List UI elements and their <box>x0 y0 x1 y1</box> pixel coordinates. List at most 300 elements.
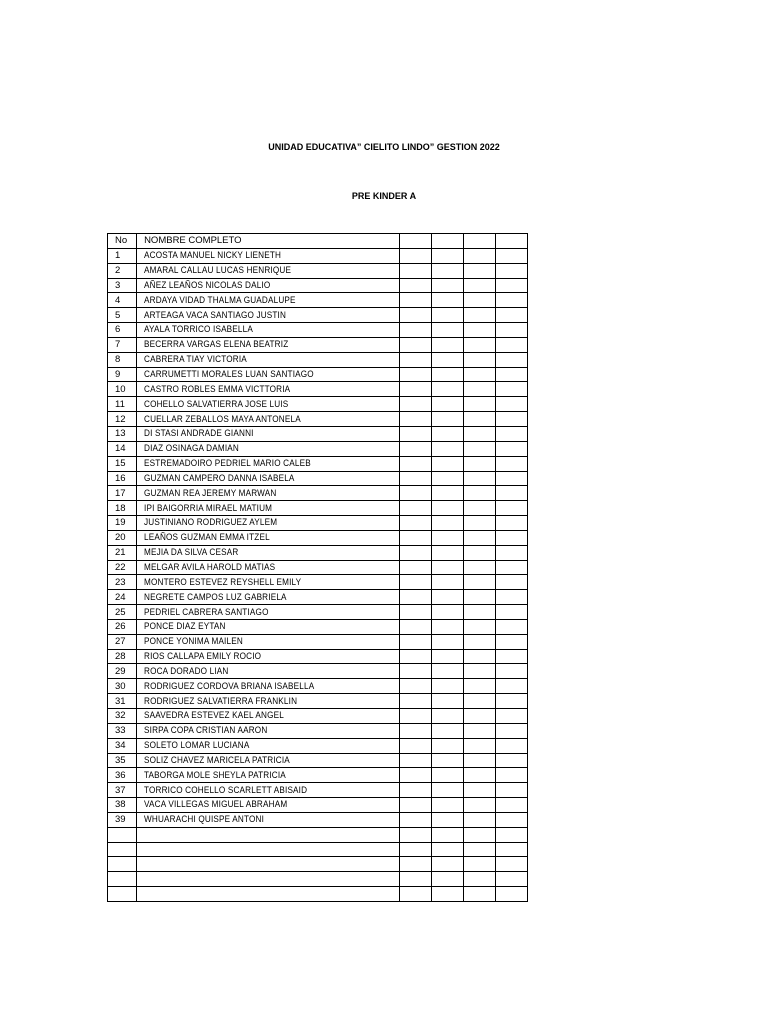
blank-cell <box>431 530 463 545</box>
blank-cell <box>495 471 527 486</box>
student-number: 24 <box>108 590 137 605</box>
blank-cell <box>431 619 463 634</box>
blank-cell <box>463 323 495 338</box>
blank-cell <box>495 441 527 456</box>
table-row <box>108 248 528 263</box>
student-name: DIAZ OSINAGA DAMIAN <box>144 443 240 455</box>
student-number: 30 <box>108 679 137 694</box>
table-row <box>108 412 528 427</box>
student-name: MELGAR AVILA HAROLD MATIAS <box>144 561 276 573</box>
table-row <box>108 426 528 441</box>
blank-cell <box>431 501 463 516</box>
blank-cell <box>495 575 527 590</box>
blank-cell <box>495 486 527 501</box>
blank-cell <box>495 812 527 827</box>
table-row <box>108 827 528 842</box>
blank-cell <box>431 545 463 560</box>
blank-cell <box>495 516 527 531</box>
student-name: GUZMAN CAMPERO DANNA ISABELA <box>144 472 295 484</box>
blank-cell <box>431 709 463 724</box>
blank-cell <box>463 486 495 501</box>
student-name-cell <box>137 798 400 813</box>
blank-cell <box>431 441 463 456</box>
blank-cell <box>495 619 527 634</box>
student-roster-table <box>107 233 528 902</box>
blank-cell <box>431 842 463 857</box>
blank-cell <box>463 530 495 545</box>
blank-cell <box>431 308 463 323</box>
student-name-cell <box>137 323 400 338</box>
table-row <box>108 842 528 857</box>
blank-cell <box>495 337 527 352</box>
blank-cell <box>463 619 495 634</box>
student-name-cell <box>137 842 400 857</box>
blank-cell <box>495 694 527 709</box>
table-row <box>108 530 528 545</box>
table-row <box>108 352 528 367</box>
student-number: 33 <box>108 723 137 738</box>
blank-cell <box>431 486 463 501</box>
blank-cell <box>399 337 431 352</box>
table-row <box>108 872 528 887</box>
blank-cell <box>431 397 463 412</box>
student-name-cell <box>137 412 400 427</box>
blank-cell <box>463 798 495 813</box>
blank-cell <box>495 248 527 263</box>
table-row <box>108 441 528 456</box>
student-number: 35 <box>108 753 137 768</box>
blank-cell <box>463 248 495 263</box>
student-name-cell <box>137 471 400 486</box>
student-number: 11 <box>108 397 137 412</box>
student-name: SAAVEDRA ESTEVEZ KAEL ANGEL <box>144 710 285 722</box>
student-name-cell <box>137 768 400 783</box>
student-number <box>108 857 137 872</box>
table-row <box>108 501 528 516</box>
student-number <box>108 872 137 887</box>
table-row <box>108 575 528 590</box>
blank-cell <box>431 412 463 427</box>
blank-cell <box>399 456 431 471</box>
blank-cell <box>399 664 431 679</box>
blank-cell <box>495 545 527 560</box>
student-name: ACOSTA MANUEL NICKY LIENETH <box>144 250 282 262</box>
student-name: WHUARACHI QUISPE ANTONI <box>144 814 265 826</box>
blank-cell <box>463 857 495 872</box>
student-name-cell <box>137 530 400 545</box>
blank-cell <box>495 605 527 620</box>
column-header-number: No <box>108 234 137 249</box>
blank-cell <box>399 516 431 531</box>
student-number: 15 <box>108 456 137 471</box>
student-number: 4 <box>108 293 137 308</box>
blank-cell <box>399 842 431 857</box>
student-name: ARTEAGA VACA SANTIAGO JUSTIN <box>144 309 287 321</box>
blank-cell <box>399 560 431 575</box>
blank-cell <box>399 605 431 620</box>
student-name-cell <box>137 857 400 872</box>
blank-cell <box>495 590 527 605</box>
student-number: 21 <box>108 545 137 560</box>
student-number: 9 <box>108 367 137 382</box>
blank-cell <box>463 397 495 412</box>
blank-cell <box>463 382 495 397</box>
student-name: RODRIGUEZ CORDOVA BRIANA ISABELLA <box>144 680 315 692</box>
table-row <box>108 471 528 486</box>
blank-cell <box>399 248 431 263</box>
student-number <box>108 842 137 857</box>
student-name-cell <box>137 397 400 412</box>
student-name: ROCA DORADO LIAN <box>144 665 229 677</box>
student-number: 29 <box>108 664 137 679</box>
student-name-cell <box>137 649 400 664</box>
blank-cell <box>463 337 495 352</box>
student-number: 28 <box>108 649 137 664</box>
student-name: PONCE YONIMA MAILEN <box>144 636 243 648</box>
blank-cell <box>399 352 431 367</box>
blank-cell <box>495 723 527 738</box>
student-number: 6 <box>108 323 137 338</box>
blank-cell <box>431 248 463 263</box>
blank-cell <box>463 842 495 857</box>
blank-cell <box>431 278 463 293</box>
student-name: CARRUMETTI MORALES LUAN SANTIAGO <box>144 369 314 381</box>
blank-cell <box>495 827 527 842</box>
blank-cell <box>399 709 431 724</box>
student-name-cell <box>137 337 400 352</box>
blank-cell <box>399 694 431 709</box>
student-name: SOLETO LOMAR LUCIANA <box>144 740 250 752</box>
student-name-cell <box>137 293 400 308</box>
student-number: 38 <box>108 798 137 813</box>
blank-cell <box>495 278 527 293</box>
student-name-cell <box>137 590 400 605</box>
table-row <box>108 293 528 308</box>
blank-cell <box>463 649 495 664</box>
blank-cell <box>463 441 495 456</box>
student-number: 31 <box>108 694 137 709</box>
student-name: LEAÑOS GUZMAN EMMA ITZEL <box>144 532 270 544</box>
table-row <box>108 798 528 813</box>
blank-cell <box>495 367 527 382</box>
blank-cell <box>431 426 463 441</box>
table-row <box>108 308 528 323</box>
blank-cell <box>431 738 463 753</box>
student-number: 3 <box>108 278 137 293</box>
blank-cell <box>463 590 495 605</box>
blank-cell <box>431 812 463 827</box>
blank-cell <box>431 872 463 887</box>
blank-cell <box>495 456 527 471</box>
student-number: 14 <box>108 441 137 456</box>
student-number: 39 <box>108 812 137 827</box>
column-header-blank <box>463 234 495 249</box>
student-name: BECERRA VARGAS ELENA BEATRIZ <box>144 339 289 351</box>
blank-cell <box>399 278 431 293</box>
student-number: 25 <box>108 605 137 620</box>
student-number: 34 <box>108 738 137 753</box>
table-row <box>108 679 528 694</box>
blank-cell <box>463 827 495 842</box>
blank-cell <box>463 308 495 323</box>
blank-cell <box>399 501 431 516</box>
student-name-cell <box>137 783 400 798</box>
blank-cell <box>431 679 463 694</box>
class-title: PRE KINDER A <box>351 191 417 201</box>
blank-cell <box>431 471 463 486</box>
blank-cell <box>495 501 527 516</box>
student-name: AYALA TORRICO ISABELLA <box>144 324 254 336</box>
table-row <box>108 278 528 293</box>
student-name-cell <box>137 634 400 649</box>
blank-cell <box>495 783 527 798</box>
blank-cell <box>463 293 495 308</box>
blank-cell <box>399 412 431 427</box>
blank-cell <box>495 560 527 575</box>
blank-cell <box>431 798 463 813</box>
student-name-cell <box>137 575 400 590</box>
blank-cell <box>431 516 463 531</box>
blank-cell <box>399 679 431 694</box>
student-number: 7 <box>108 337 137 352</box>
blank-cell <box>399 397 431 412</box>
blank-cell <box>431 456 463 471</box>
blank-cell <box>495 664 527 679</box>
table-row <box>108 753 528 768</box>
student-name-cell <box>137 560 400 575</box>
blank-cell <box>399 783 431 798</box>
blank-cell <box>399 768 431 783</box>
student-name: MONTERO ESTEVEZ REYSHELL EMILY <box>144 576 302 588</box>
blank-cell <box>495 649 527 664</box>
blank-cell <box>431 367 463 382</box>
student-name-cell <box>137 605 400 620</box>
student-number: 32 <box>108 709 137 724</box>
blank-cell <box>463 694 495 709</box>
table-row <box>108 590 528 605</box>
blank-cell <box>463 412 495 427</box>
blank-cell <box>463 679 495 694</box>
blank-cell <box>431 605 463 620</box>
blank-cell <box>463 545 495 560</box>
table-row <box>108 397 528 412</box>
blank-cell <box>399 486 431 501</box>
student-number: 26 <box>108 619 137 634</box>
blank-cell <box>495 798 527 813</box>
table-row <box>108 337 528 352</box>
student-name-cell <box>137 263 400 278</box>
blank-cell <box>431 590 463 605</box>
student-name: ESTREMADOIRO PEDRIEL MARIO CALEB <box>144 458 311 470</box>
blank-cell <box>431 575 463 590</box>
table-row <box>108 723 528 738</box>
blank-cell <box>431 664 463 679</box>
blank-cell <box>399 308 431 323</box>
blank-cell <box>495 634 527 649</box>
blank-cell <box>399 738 431 753</box>
table-row <box>108 857 528 872</box>
blank-cell <box>463 426 495 441</box>
student-name: NEGRETE CAMPOS LUZ GABRIELA <box>144 591 287 603</box>
table-row <box>108 649 528 664</box>
table-row <box>108 709 528 724</box>
table-row <box>108 456 528 471</box>
student-name: PEDRIEL CABRERA SANTIAGO <box>144 606 269 618</box>
student-number <box>108 827 137 842</box>
student-name-cell <box>137 308 400 323</box>
blank-cell <box>399 263 431 278</box>
student-name-cell <box>137 367 400 382</box>
blank-cell <box>495 842 527 857</box>
blank-cell <box>399 812 431 827</box>
student-name-cell <box>137 278 400 293</box>
blank-cell <box>399 649 431 664</box>
blank-cell <box>463 456 495 471</box>
column-header-blank <box>495 234 527 249</box>
blank-cell <box>399 723 431 738</box>
table-row <box>108 323 528 338</box>
table-row <box>108 634 528 649</box>
blank-cell <box>463 768 495 783</box>
blank-cell <box>495 352 527 367</box>
student-name: IPI BAIGORRIA MIRAEL MATIUM <box>144 502 273 514</box>
student-name-cell <box>137 827 400 842</box>
blank-cell <box>399 293 431 308</box>
blank-cell <box>431 783 463 798</box>
student-number: 8 <box>108 352 137 367</box>
blank-cell <box>495 857 527 872</box>
table-row <box>108 768 528 783</box>
student-name: TORRICO COHELLO SCARLETT ABISAID <box>144 784 308 796</box>
blank-cell <box>399 590 431 605</box>
student-name: CASTRO ROBLES EMMA VICTTORIA <box>144 383 291 395</box>
student-name-cell <box>137 248 400 263</box>
student-name-cell <box>137 441 400 456</box>
blank-cell <box>399 887 431 902</box>
blank-cell <box>495 679 527 694</box>
blank-cell <box>431 694 463 709</box>
table-row <box>108 694 528 709</box>
student-number: 23 <box>108 575 137 590</box>
student-name: VACA VILLEGAS MIGUEL ABRAHAM <box>144 799 288 811</box>
table-row <box>108 545 528 560</box>
student-name: COHELLO SALVATIERRA JOSE LUIS <box>144 398 289 410</box>
blank-cell <box>495 412 527 427</box>
student-number: 36 <box>108 768 137 783</box>
blank-cell <box>463 575 495 590</box>
blank-cell <box>463 367 495 382</box>
blank-cell <box>495 308 527 323</box>
blank-cell <box>495 397 527 412</box>
student-name-cell <box>137 426 400 441</box>
student-name: RODRIGUEZ SALVATIERRA FRANKLIN <box>144 695 298 707</box>
blank-cell <box>431 753 463 768</box>
blank-cell <box>431 723 463 738</box>
table-row <box>108 738 528 753</box>
blank-cell <box>399 798 431 813</box>
student-name-cell <box>137 812 400 827</box>
student-number: 27 <box>108 634 137 649</box>
student-number: 20 <box>108 530 137 545</box>
blank-cell <box>495 709 527 724</box>
blank-cell <box>399 827 431 842</box>
student-name: MEJIA DA SILVA CESAR <box>144 547 239 559</box>
student-number: 16 <box>108 471 137 486</box>
blank-cell <box>399 530 431 545</box>
blank-cell <box>399 545 431 560</box>
column-header-blank <box>399 234 431 249</box>
blank-cell <box>399 753 431 768</box>
blank-cell <box>463 753 495 768</box>
blank-cell <box>463 560 495 575</box>
blank-cell <box>463 634 495 649</box>
student-name-cell <box>137 486 400 501</box>
blank-cell <box>463 723 495 738</box>
blank-cell <box>431 857 463 872</box>
table-row <box>108 516 528 531</box>
column-header-blank <box>431 234 463 249</box>
student-name: CABRERA TIAY VICTORIA <box>144 354 247 366</box>
student-name-cell <box>137 709 400 724</box>
blank-cell <box>399 575 431 590</box>
blank-cell <box>463 352 495 367</box>
blank-cell <box>463 263 495 278</box>
table-row <box>108 605 528 620</box>
student-name-cell <box>137 516 400 531</box>
student-name-cell <box>137 723 400 738</box>
student-name-cell <box>137 545 400 560</box>
table-row <box>108 382 528 397</box>
blank-cell <box>495 530 527 545</box>
blank-cell <box>463 501 495 516</box>
blank-cell <box>463 872 495 887</box>
student-name: JUSTINIANO RODRIGUEZ AYLEM <box>144 517 278 529</box>
student-name: GUZMAN REA JEREMY MARWAN <box>144 487 277 499</box>
blank-cell <box>495 263 527 278</box>
student-name-cell <box>137 664 400 679</box>
blank-cell <box>431 634 463 649</box>
blank-cell <box>495 768 527 783</box>
blank-cell <box>431 293 463 308</box>
blank-cell <box>399 857 431 872</box>
student-name-cell <box>137 738 400 753</box>
blank-cell <box>495 872 527 887</box>
blank-cell <box>399 634 431 649</box>
student-name: SIRPA COPA CRISTIAN AARON <box>144 725 268 737</box>
student-number: 2 <box>108 263 137 278</box>
student-name: TABORGA MOLE SHEYLA PATRICIA <box>144 769 286 781</box>
student-number <box>108 887 137 902</box>
student-name-cell <box>137 694 400 709</box>
table-row <box>108 560 528 575</box>
blank-cell <box>495 753 527 768</box>
blank-cell <box>431 337 463 352</box>
blank-cell <box>495 426 527 441</box>
blank-cell <box>399 426 431 441</box>
blank-cell <box>495 738 527 753</box>
student-number: 1 <box>108 248 137 263</box>
blank-cell <box>431 263 463 278</box>
student-number: 5 <box>108 308 137 323</box>
student-name: CUELLAR ZEBALLOS MAYA ANTONELA <box>144 413 301 425</box>
column-header-name: NOMBRE COMPLETO <box>137 234 400 249</box>
student-name-cell <box>137 456 400 471</box>
student-name-cell <box>137 352 400 367</box>
blank-cell <box>463 471 495 486</box>
table-row <box>108 812 528 827</box>
blank-cell <box>399 367 431 382</box>
table-row <box>108 367 528 382</box>
